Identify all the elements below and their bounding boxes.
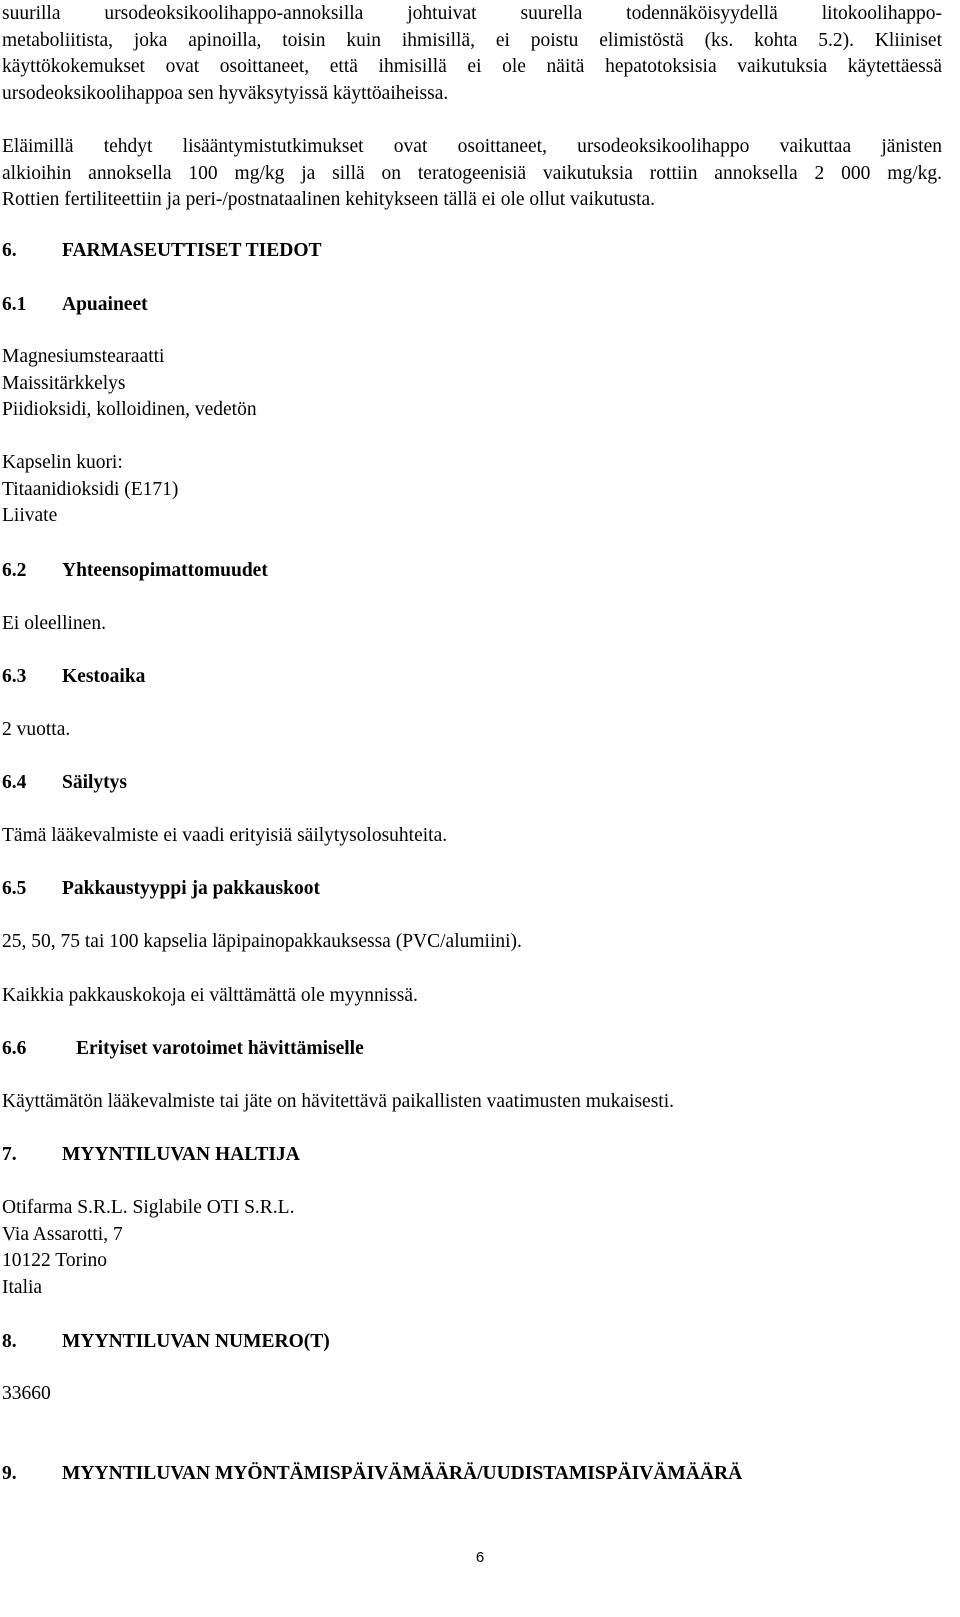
section-6-6-text: Käyttämätön lääkevalmiste tai jäte on hävitettävä paikallisten vaatimusten mukaisesti.	[2, 1091, 674, 1112]
section-number: 6.1	[2, 294, 27, 315]
text-line: suurilla ursodeoksikoolihappo-annoksilla johtuivat suurella todennäköisyydellä litokoolihappo-	[2, 3, 942, 24]
section-6-heading	[2, 238, 322, 265]
section-9-heading	[2, 1461, 742, 1488]
capsule-shell-list	[2, 450, 178, 530]
section-title: Säilytys	[62, 772, 128, 793]
list-item: Magnesiumstearaatti	[2, 346, 165, 367]
section-title: Yhteensopimattomuudet	[62, 560, 268, 581]
section-6-3-heading	[2, 664, 145, 691]
pack-availability-text: Kaikkia pakkauskokoja ei välttämättä ole myynnissä.	[2, 985, 418, 1006]
section-number: 6.6	[2, 1038, 27, 1059]
section-6-2-text: Ei oleellinen.	[2, 613, 106, 634]
list-item: Maissitärkkelys	[2, 372, 126, 394]
authorisation-number: 33660	[2, 1383, 51, 1404]
section-6-2-heading	[2, 558, 268, 585]
text-line: ursodeoksikoolihappoa sen hyväksytyissä käyttöaiheissa.	[2, 82, 449, 104]
capsule-shell-label: Kapselin kuori:	[2, 452, 123, 473]
section-title: MYYNTILUVAN NUMERO(T)	[62, 1331, 330, 1352]
intro-paragraph	[2, 1, 942, 107]
holder-address	[2, 1195, 294, 1301]
section-6-5-heading	[2, 876, 320, 903]
section-number: 6.2	[2, 560, 27, 581]
section-title: Apuaineet	[62, 294, 148, 315]
section-title: MYYNTILUVAN HALTIJA	[62, 1144, 300, 1165]
text-line: Eläimillä tehdyt lisääntymistutkimukset ovat osoittaneet, ursodeoksikoolihappo vaikuttaa jänisten	[2, 136, 942, 157]
section-6-4-heading	[2, 770, 127, 797]
section-number: 8.	[2, 1331, 17, 1352]
list-item: Titaanidioksidi (E171)	[2, 478, 179, 500]
section-title: Erityiset varotoimet hävittämiselle	[76, 1038, 364, 1059]
list-item: Liivate	[2, 505, 58, 526]
section-number: 9.	[2, 1463, 17, 1484]
section-title: MYYNTILUVAN MYÖNTÄMISPÄIVÄMÄÄRÄ/UUDISTAMISPÄIVÄMÄÄRÄ	[62, 1463, 743, 1484]
section-title: Pakkaustyyppi ja pakkauskoot	[62, 878, 320, 899]
address-line: Via Assarotti, 7	[2, 1223, 123, 1245]
excipients-list	[2, 344, 257, 424]
address-line: Italia	[2, 1276, 43, 1298]
section-8-heading	[2, 1329, 330, 1356]
page-number: 6	[475, 1549, 485, 1566]
section-number: 6.	[2, 240, 17, 261]
section-title: FARMASEUTTISET TIEDOT	[62, 240, 322, 261]
section-7-heading	[2, 1142, 300, 1169]
text-line: metaboliitista, joka apinoilla, toisin kuin ihmisillä, ei poistu elimistöstä (ks. kohta 5.2). Kliiniset	[2, 29, 942, 51]
section-number: 6.5	[2, 878, 27, 899]
section-title: Kestoaika	[62, 666, 146, 687]
address-line: Otifarma S.R.L. Siglabile OTI S.R.L.	[2, 1197, 295, 1218]
text-line: käyttökokemukset ovat osoittaneet, että ihmisillä ei ole näitä hepatotoksisia vaikutuksia käytettäessä	[2, 56, 942, 77]
address-line: 10122 Torino	[2, 1250, 107, 1271]
section-6-6-heading	[2, 1036, 364, 1063]
section-number: 6.4	[2, 772, 27, 793]
list-item: Piidioksidi, kolloidinen, vedetön	[2, 399, 257, 420]
text-line: alkioihin annoksella 100 mg/kg ja sillä on teratogeenisiä vaikutuksia rottiin annoksella 2 000 mg/kg.	[2, 162, 942, 184]
section-6-4-text: Tämä lääkevalmiste ei vaadi erityisiä säilytysolosuhteita.	[2, 825, 448, 846]
animal-studies-paragraph	[2, 134, 942, 214]
text-line: Rottien fertiliteettiin ja peri-/postnataalinen kehitykseen tällä ei ole ollut vaikutusta.	[2, 189, 656, 210]
pack-sizes-text: 25, 50, 75 tai 100 kapselia läpipainopakkauksessa (PVC/alumiini).	[2, 931, 522, 952]
section-number: 6.3	[2, 666, 27, 687]
section-6-1-heading	[2, 292, 148, 319]
section-number: 7.	[2, 1144, 17, 1165]
section-6-3-text: 2 vuotta.	[2, 719, 71, 740]
